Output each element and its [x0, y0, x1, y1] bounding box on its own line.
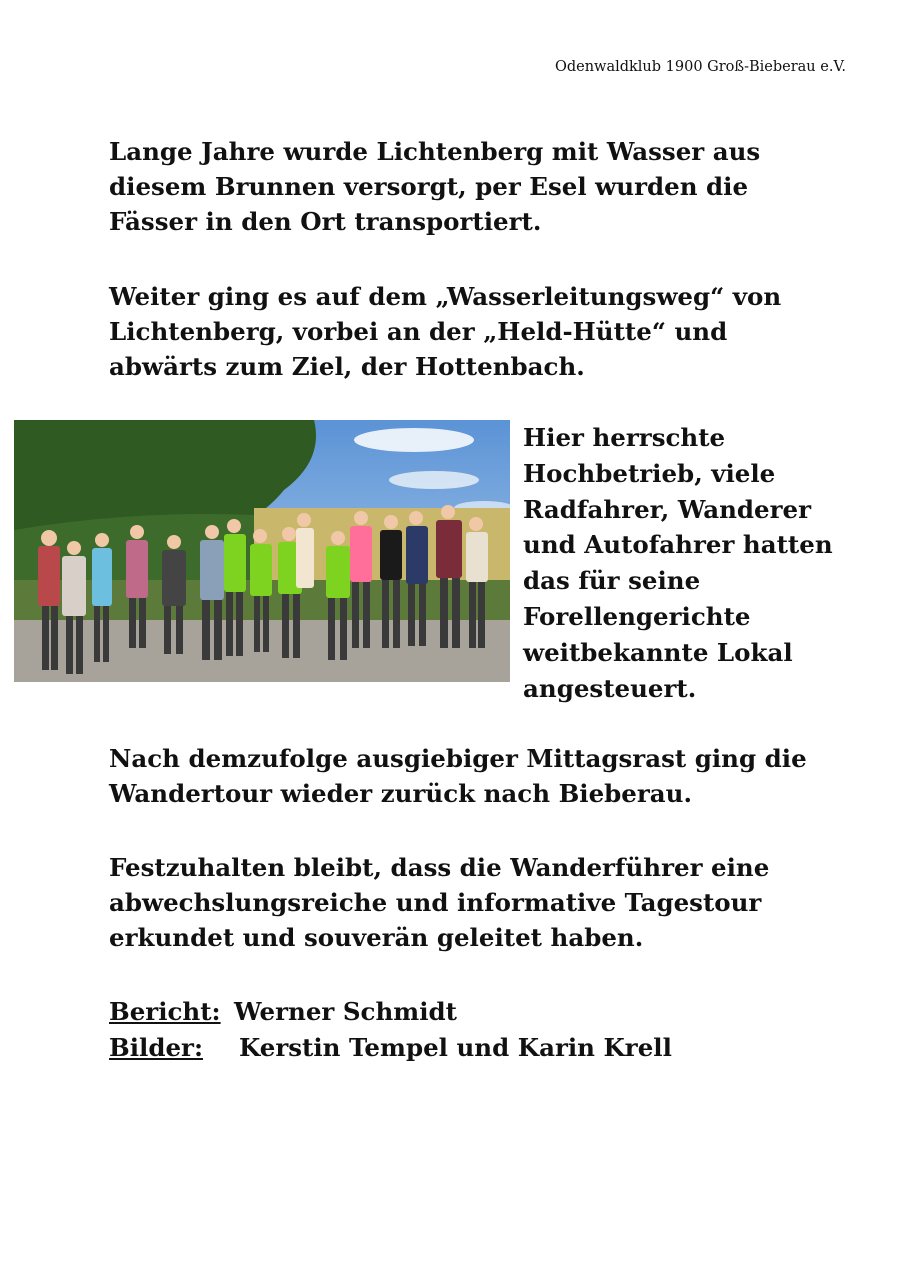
paragraph-lunch-break: Nach demzufolge ausgiebiger Mittagsrast ging die Wandertour wieder zurück nach Bieberau.: [109, 744, 807, 808]
report-label: Bericht:: [109, 997, 221, 1026]
club-header: Odenwaldklub 1900 Groß-Bieberau e.V.: [554, 59, 846, 75]
paragraph-route: Weiter ging es auf dem „Wasserleitungsweg“ von Lichtenberg, vorbei an der „Held-Hütte“ und abwärts zum Ziel, der Hottenbach.: [109, 282, 782, 381]
paragraph-well-history: Lange Jahre wurde Lichtenberg mit Wasser aus diesem Brunnen versorgt, per Esel wurden die Fässer in den Ort transportiert.: [109, 137, 761, 236]
path: [14, 620, 510, 682]
cloud: [354, 428, 474, 452]
paragraph-hottenbach: Hier herrschte Hochbetrieb, viele Radfahrer, Wanderer und Autofahrer hatten das für seine Forellengerichte weitbekannte Lokal angesteuert.: [523, 423, 833, 703]
cloud: [389, 471, 479, 489]
paragraph-conclusion: Festzuhalten bleibt, dass die Wanderführer eine abwechslungsreiche und informative Tagestour erkundet und souverän geleitet haben.: [109, 853, 770, 952]
group-photo: [14, 420, 510, 682]
report-author: Werner Schmidt: [234, 997, 457, 1026]
images-label: Bilder:: [109, 1033, 203, 1062]
credit-images: [109, 1030, 672, 1066]
credit-report: [109, 994, 672, 1030]
group-photo-illustration: [14, 420, 510, 682]
credits: [109, 994, 672, 1066]
images-authors: Kerstin Tempel und Karin Krell: [239, 1033, 672, 1062]
